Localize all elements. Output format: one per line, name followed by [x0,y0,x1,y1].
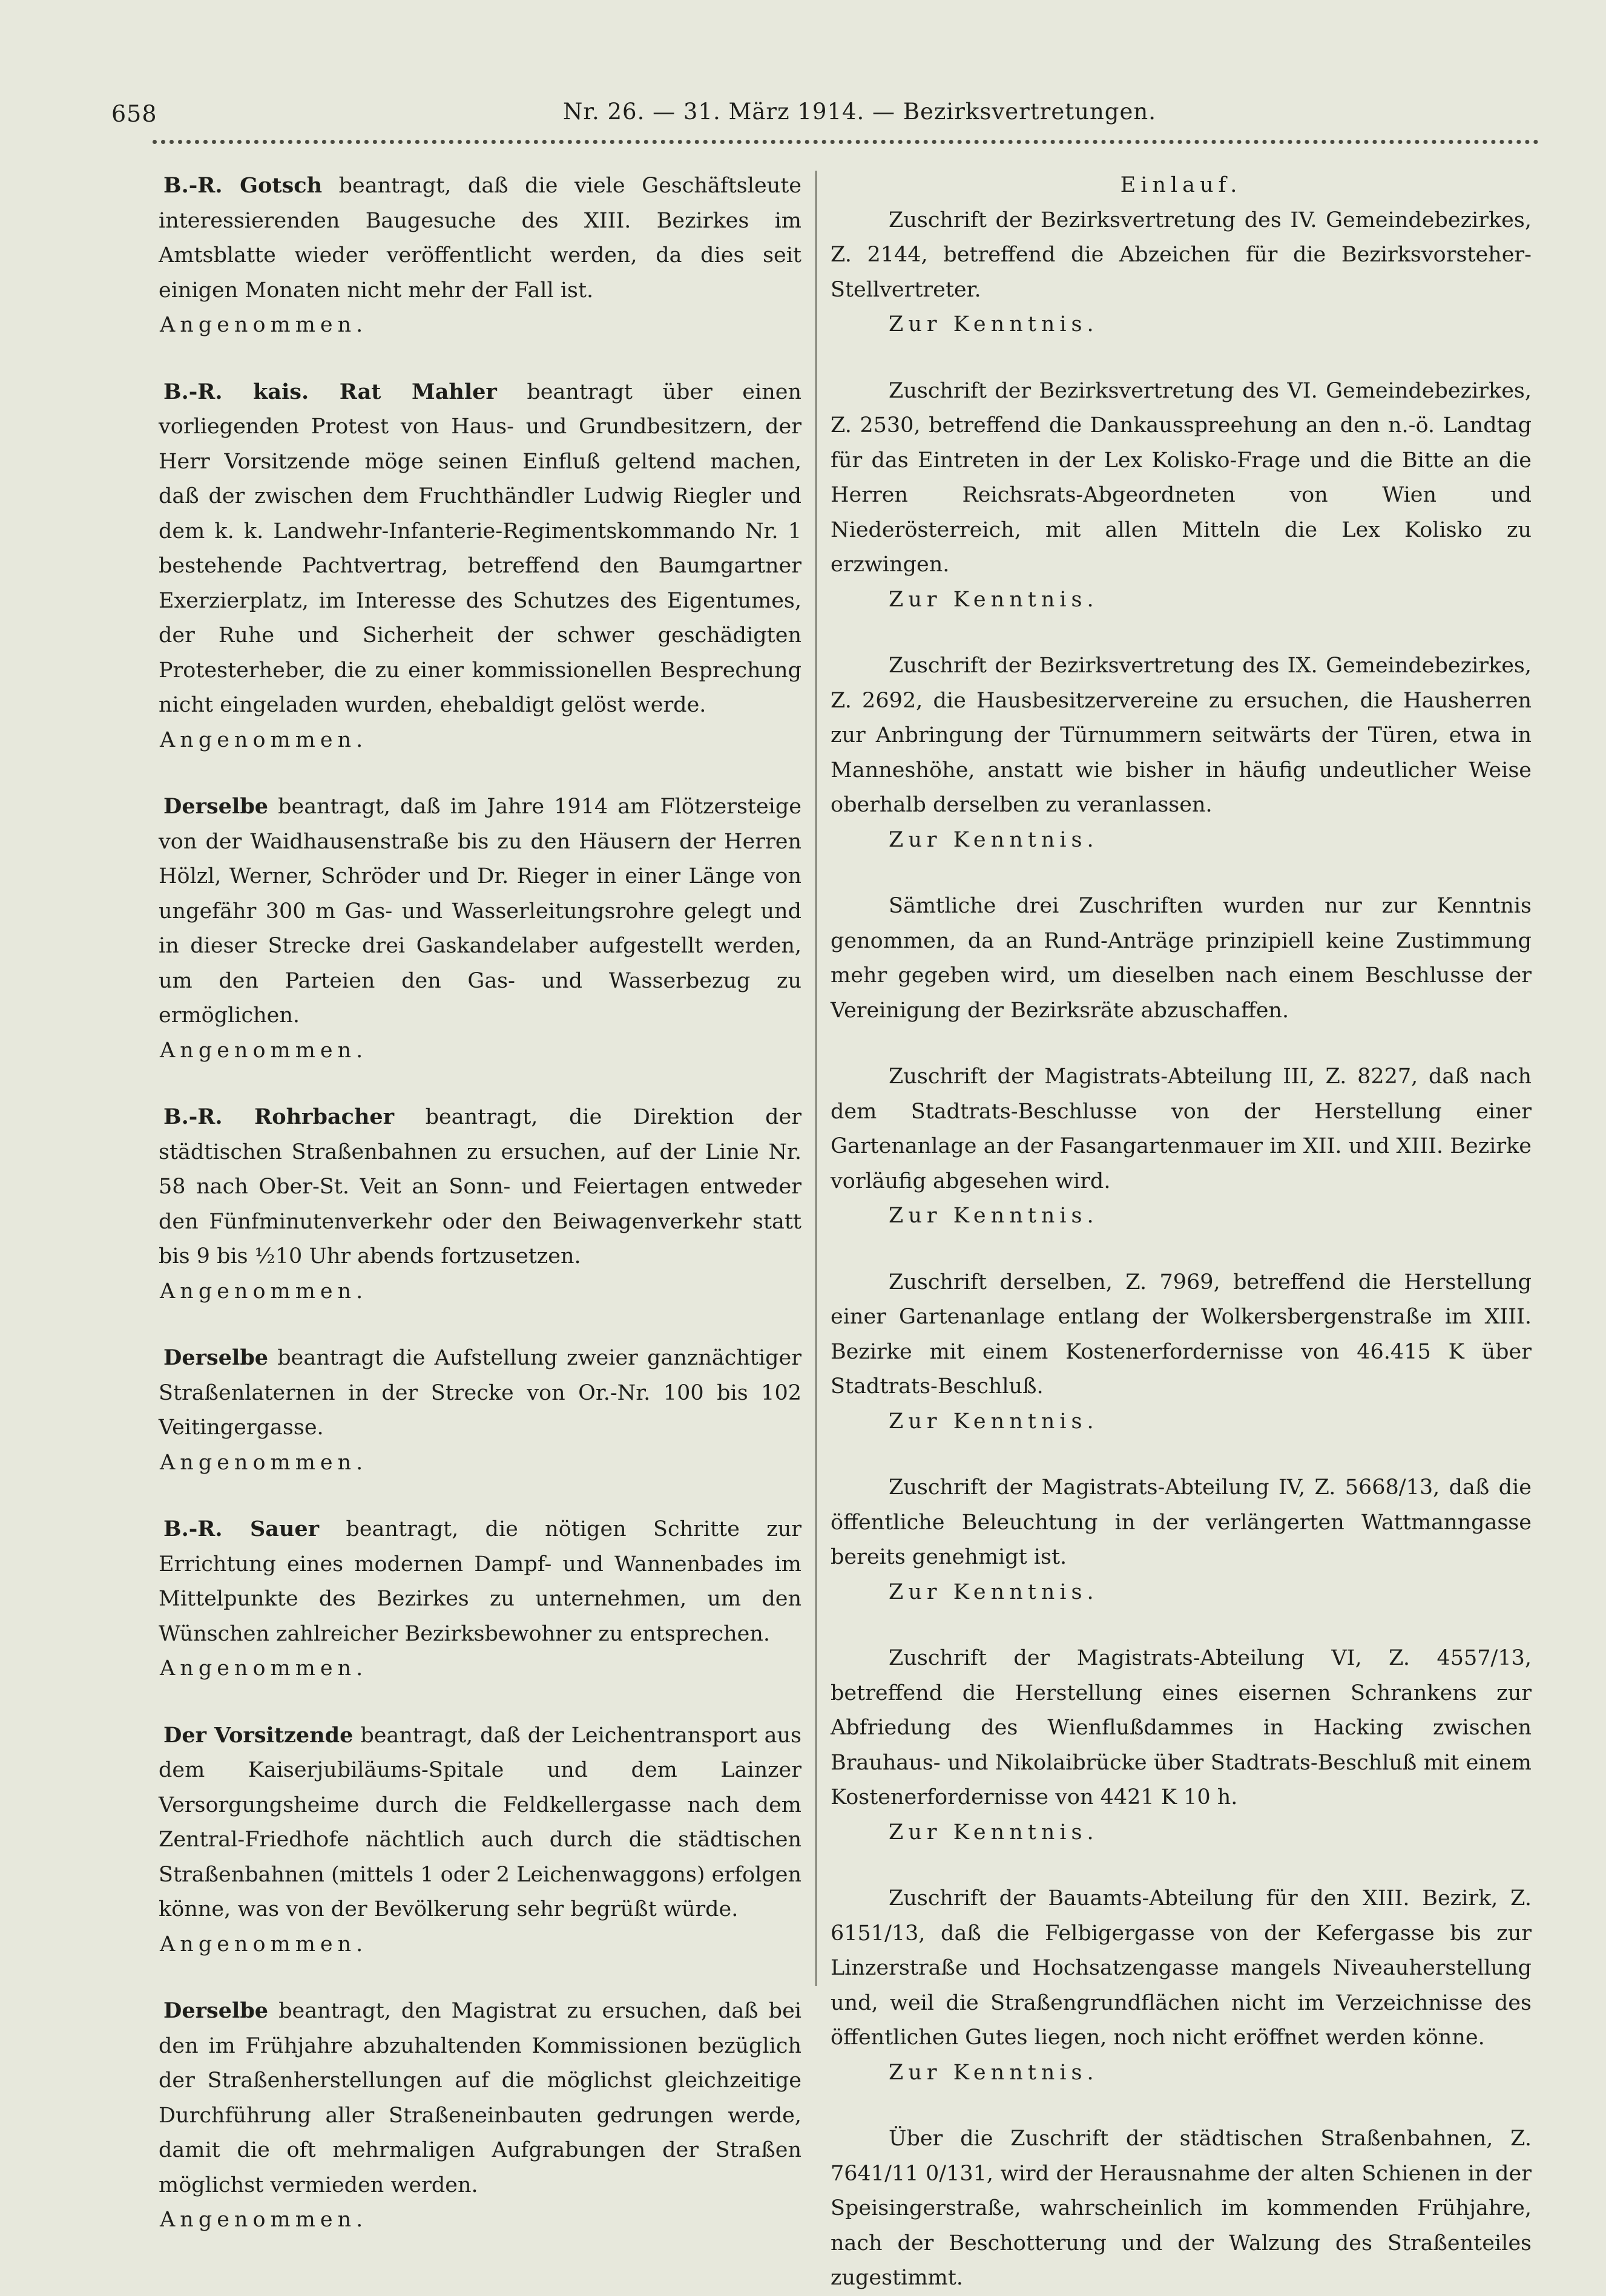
motion-text [159,1993,801,2203]
motion-text [159,1340,801,1446]
incoming-result: Zur Kenntnis. [889,827,1099,852]
incoming-text: Zuschrift der Magistrats-Abteilung VI, Z. 4557/13, betreffend die Herstellung eines eisernen Schrankens zur Abfriedung des Wienflußdammes in Hacking zwischen Brauhaus- und Nikolaibrücke über Stadtrats-Beschluß mit einem Kostenerfordernisse von 4421 K 10 h. [831,1646,1532,1809]
motion-result: Angenommen. [160,1038,368,1063]
motion-entry [159,1100,801,1309]
incoming-text: Sämtliche drei Zuschriften wurden nur zur Kenntnis genommen, da an Rund-Anträge prinzipiell keine Zustimmung mehr gegeben wird, um dieselben nach einem Beschlusse der Vereinigung der Bezirksräte abzuschaffen. [831,894,1532,1023]
motion-text [159,375,801,723]
motion-body: beantragt über einen vorliegenden Protest von Haus- und Grundbesitzern, der Herr Vorsitzende möge seinen Einfluß geltend machen, daß der zwischen dem Fruchthändler Ludwig Riegler und dem k. k. Landwehr-Infanterie-Regimentskommando Nr. 1 bestehende Pachtvertrag, betreffend den Baumgartner Exerzierplatz, im Interesse des Schutzes des Eigentumes, der Ruhe und Sicherheit der schwer geschädigten Protesterheber, die zu einer kommissionellen Besprechung nicht eingeladen wurden, ehebaldigt gelöst werde. [159,379,801,717]
motion-entry [159,1512,801,1687]
motion-entry [159,168,801,343]
motion-result: Angenommen. [160,313,368,337]
motion-entry [159,1993,801,2238]
motion-proposer: B.-R. kais. Rat Mahler [163,379,497,404]
motion-result: Angenommen. [160,2208,368,2232]
incoming-entry [831,889,1532,1028]
running-header: Nr. 26. — 31. März 1914. — Bezirksvertretungen. [563,99,1156,125]
incoming-entry [831,1881,1532,2090]
motion-proposer: Derselbe [163,1998,269,2023]
incoming-entry [831,374,1532,618]
incoming-result: Zur Kenntnis. [889,312,1099,336]
incoming-result: Zur Kenntnis. [889,2060,1099,2085]
motion-body: beantragt, den Magistrat zu ersuchen, daß bei den im Frühjahre abzuhaltenden Kommissionen bezüglich der Straßenherstellungen auf die möglichst gleichzeitige Durchführung aller Straßeneinbauten gedrungen werde, damit die oft mehrmaligen Aufgrabungen der Straßen möglichst vermieden werden. [159,1999,801,2197]
motion-text [159,1718,801,1927]
motion-result: Angenommen. [160,1656,368,1681]
left-column [159,168,801,2238]
incoming-text: Zuschrift der Bezirksvertretung des VI. Gemeindebezirkes, Z. 2530, betreffend die Dankausspreehung an den n.-ö. Landtag für das Eintreten in der Lex Kolisko-Frage und die Bitte an die Herren Reichsrats-Abgeordneten von Wien und Niederösterreich, mit allen Mitteln die Lex Kolisko zu erzwingen. [831,378,1532,577]
motion-body: beantragt, die nötigen Schritte zur Errichtung eines modernen Dampf- und Wannenbades im Mittelpunkte des Bezirkes zu unternehmen, um den Wünschen zahlreicher Bezirksbewohner zu entsprechen. [159,1517,801,1646]
section-title: Einlauf. [1120,173,1242,197]
motion-body: beantragt, die Direktion der städtischen Straßenbahnen zu ersuchen, auf der Linie Nr. 58 nach Ober-St. Veit an Sonn- und Feiertagen entweder den Fünfminutenverkehr oder den Beiwagenverkehr statt bis 9 bis ½10 Uhr abends fortzusetzen. [159,1105,801,1268]
incoming-text: Zuschrift der Magistrats-Abteilung IV, Z. 5668/13, daß die öffentliche Beleuchtung in der verlängerten Wattmanngasse bereits genehmigt ist. [831,1475,1532,1569]
motion-entry [159,375,801,758]
incoming-entry [831,1471,1532,1610]
motion-body: beantragt die Aufstellung zweier ganznächtiger Straßenlaternen in der Strecke von Or.-Nr. 100 bis 102 Veitingergasse. [159,1346,801,1440]
incoming-result: Zur Kenntnis. [889,1579,1099,1604]
motion-result: Angenommen. [160,1450,368,1475]
motion-proposer: B.-R. Sauer [163,1517,320,1541]
incoming-text: Zuschrift der Bezirksvertretung des IX. Gemeindebezirkes, Z. 2692, die Hausbesitzervereine zu ersuchen, die Hausherren zur Anbringung der Türnummern seitwärts der Türen, etwa in Manneshöhe, anstatt wie bisher in häufig undeutlicher Weise oberhalb derselben zu veranlassen. [831,654,1532,817]
incoming-text: Zuschrift der Bauamts-Abteilung für den XIII. Bezirk, Z. 6151/13, daß die Felbigergasse von der Kefergasse bis zur Linzerstraße und Hochsatzengasse mangels Niveauherstellung und, weil die Straßengrundflächen nicht im Verzeichnisse des öffentlichen Gutes liegen, noch nicht eröffnet werden könne. [831,1886,1532,2050]
motion-entry [159,1718,801,1963]
motion-result: Angenommen. [160,1932,368,1957]
incoming-result: Zur Kenntnis. [889,1820,1099,1845]
motion-proposer: Der Vorsitzende [163,1722,354,1748]
incoming-entry [831,203,1532,343]
incoming-text: Zuschrift der Magistrats-Abteilung III, Z. 8227, daß nach dem Stadtrats-Beschlusse von der Herstellung einer Gartenanlage an der Fasangartenmauer im XII. und XIII. Bezirke vorläufig abgesehen wird. [831,1064,1532,1193]
incoming-entry [831,649,1532,858]
incoming-result: Zur Kenntnis. [889,587,1099,612]
motion-proposer: Derselbe [163,794,269,819]
incoming-entry [831,1641,1532,1850]
motion-proposer: B.-R. Gotsch [163,173,323,198]
page-number: 658 [111,100,157,127]
incoming-entry [831,1265,1532,1440]
motion-text [159,1512,801,1651]
incoming-entry [831,1060,1532,1234]
motion-body: beantragt, daß der Leichentransport aus dem Kaiserjubiläums-Spitale und dem Lainzer Versorgungsheime durch die Feldkellergasse nach dem Zentral-Friedhofe nächtlich auch durch die städtischen Straßenbahnen (mittels 1 oder 2 Leichenwaggons) erfolgen könne, was von der Bevölkerung sehr begrüßt würde. [159,1723,801,1921]
motion-entry [159,1340,801,1480]
right-column [831,168,1532,2296]
motion-proposer: Derselbe [163,1345,269,1370]
motion-text [159,1100,801,1274]
incoming-text: Über die Zuschrift der städtischen Straßenbahnen, Z. 7641/11 0/131, wird der Herausnahme der alten Schienen in der Speisingerstraße, wahrscheinlich im kommenden Frühjahre, nach der Beschotterung und der Walzung des Straßenteiles zugestimmt. [831,2127,1532,2290]
incoming-entry [831,2122,1532,2296]
column-divider [815,171,817,1986]
incoming-text: Zuschrift der Bezirksvertretung des IV. Gemeindebezirkes, Z. 2144, betreffend die Abzeichen für die Bezirksvorsteher-Stellvertreter. [831,208,1532,302]
incoming-result: Zur Kenntnis. [889,1409,1099,1434]
motion-text [159,789,801,1034]
motion-entry [159,789,801,1068]
motion-proposer: B.-R. Rohrbacher [163,1104,395,1129]
motion-body: beantragt, daß im Jahre 1914 am Flötzersteige von der Waidhausenstraße bis zu den Häusern der Herren Hölzl, Werner, Schröder und Dr. Rieger in einer Länge von ungefähr 300 m Gas- und Wasserleitungsrohre gelegt und in dieser Strecke drei Gaskandelaber aufgestellt werden, um den Parteien den Gas- und Wasserbezug zu ermöglichen. [159,795,801,1028]
header-rule [153,140,1539,144]
motion-text [159,168,801,308]
incoming-result: Zur Kenntnis. [889,1204,1099,1228]
incoming-text: Zuschrift derselben, Z. 7969, betreffend die Herstellung einer Gartenanlage entlang der Wolkersbergenstraße im XIII. Bezirke mit einem Kostenerfordernisse von 46.415 K über Stadtrats-Beschluß. [831,1270,1532,1399]
motion-body: beantragt, daß die viele Geschäftsleute interessierenden Baugesuche des XIII. Bezirkes im Amtsblatte wieder veröffentlicht werden, da dies seit einigen Monaten nicht mehr der Fall ist. [159,174,801,303]
motion-result: Angenommen. [160,727,368,752]
motion-result: Angenommen. [160,1279,368,1304]
